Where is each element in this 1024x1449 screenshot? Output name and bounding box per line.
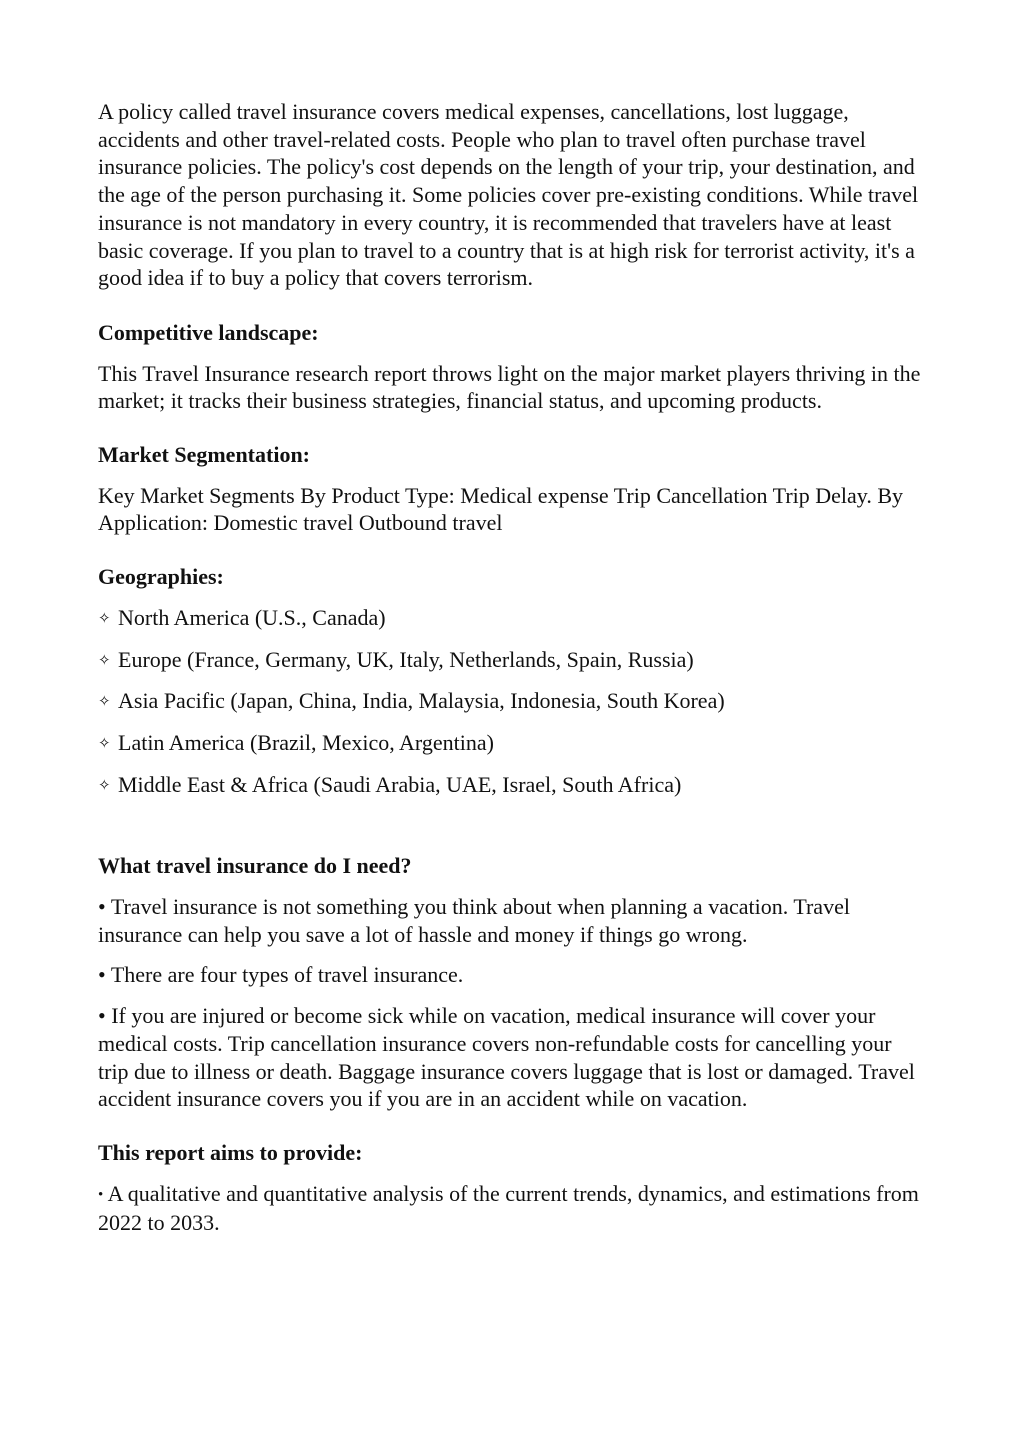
need-list bbox=[98, 893, 926, 1113]
geographies-heading: Geographies: bbox=[98, 564, 224, 590]
geo-item-text: Latin America (Brazil, Mexico, Argentina) bbox=[118, 729, 494, 755]
sparkle-icon: ✧ bbox=[98, 650, 111, 669]
sparkle-icon: ✧ bbox=[98, 775, 111, 794]
aims-list bbox=[98, 1180, 926, 1237]
need-item-text: There are four types of travel insurance. bbox=[110, 962, 464, 988]
bullet-icon: • bbox=[98, 962, 106, 988]
geo-item-text: Asia Pacific (Japan, China, India, Malaysia, Indonesia, South Korea) bbox=[118, 688, 725, 714]
sparkle-icon: ✧ bbox=[98, 733, 111, 752]
geo-item-text: North America (U.S., Canada) bbox=[118, 604, 386, 630]
intro-paragraph: A policy called travel insurance covers medical expenses, cancellations, lost luggage, accidents and other travel-related costs. People who plan to travel often purchase travel insurance policies. The policy's cost depends on the length of your trip, your destination, and the age of the person purchasing it. Some policies cover pre-existing conditions. While travel insurance is not mandatory in every country, it is recommended that travelers have at least basic coverage. If you plan to travel to a country that is at high risk for terrorist activity, it's a good idea if to buy a policy that covers terrorism. bbox=[98, 99, 919, 291]
aims-item-text: A qualitative and quantitative analysis of the current trends, dynamics, and estimations from 2022 to 2033. bbox=[98, 1180, 919, 1236]
segmentation-heading: Market Segmentation: bbox=[98, 442, 311, 468]
geo-item-text: Middle East & Africa (Saudi Arabia, UAE, Israel, South Africa) bbox=[118, 771, 682, 797]
competitive-paragraph: This Travel Insurance research report throws light on the major market players thriving in the market; it tracks their business strategies, financial status, and upcoming products. bbox=[98, 360, 921, 414]
list-item bbox=[98, 893, 926, 948]
need-item-text: If you are injured or become sick while on vacation, medical insurance will cover your medical costs. Trip cancellation insurance covers non-refundable costs for cancelling your trip due to illness or death. Baggage insurance covers luggage that is lost or damaged. Travel accident insurance covers you if you are in an accident while on vacation. bbox=[98, 1003, 915, 1112]
need-item-text: Travel insurance is not something you think about when planning a vacation. Travel insurance can help you save a lot of hassle and money if things go wrong. bbox=[98, 894, 850, 947]
sparkle-icon: ✧ bbox=[98, 692, 111, 711]
segmentation-paragraph: Key Market Segments By Product Type: Medical expense Trip Cancellation Trip Delay. By Application: Domestic travel Outbound travel bbox=[98, 482, 904, 536]
aims-heading: This report aims to provide: bbox=[98, 1139, 363, 1165]
bullet-icon: • bbox=[98, 894, 106, 920]
list-item bbox=[98, 1180, 926, 1237]
list-item bbox=[98, 646, 926, 675]
sparkle-icon: ✧ bbox=[98, 608, 111, 627]
list-item bbox=[98, 771, 926, 800]
competitive-heading: Competitive landscape: bbox=[98, 319, 319, 345]
list-item bbox=[98, 687, 926, 716]
need-heading: What travel insurance do I need? bbox=[98, 853, 412, 879]
geo-item-text: Europe (France, Germany, UK, Italy, Netherlands, Spain, Russia) bbox=[118, 646, 694, 672]
list-item bbox=[98, 604, 926, 633]
document-page bbox=[98, 98, 926, 1250]
geographies-list bbox=[98, 604, 926, 800]
list-item bbox=[98, 1002, 926, 1113]
bullet-icon: • bbox=[98, 1186, 104, 1203]
bullet-icon: • bbox=[98, 1003, 106, 1029]
list-item bbox=[98, 961, 926, 989]
list-item bbox=[98, 729, 926, 758]
